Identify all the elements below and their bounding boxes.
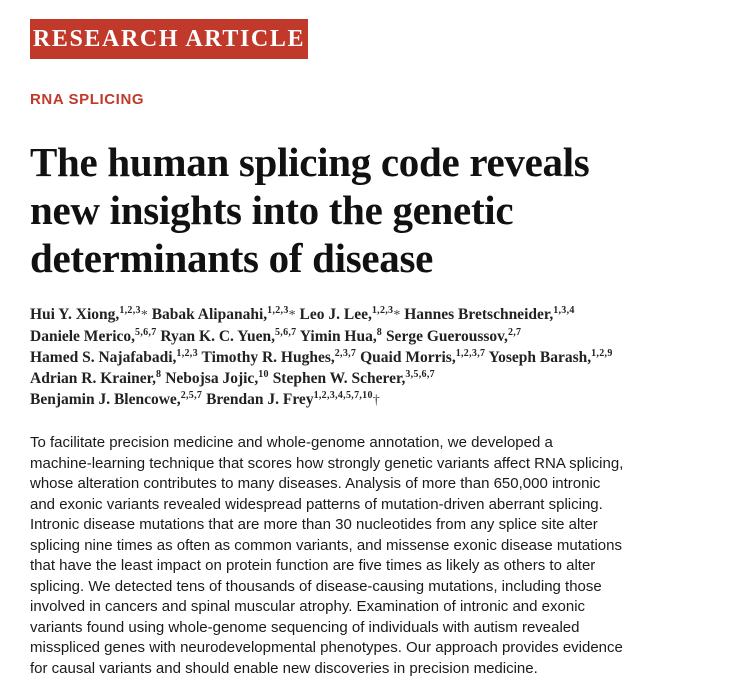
author-line: [30, 326, 745, 347]
author-mark: †: [372, 393, 380, 408]
author-name: Leo J. Lee,: [299, 306, 372, 323]
section-label: RNA SPLICING: [30, 91, 145, 108]
author-affiliation: 1,2,3: [176, 348, 198, 359]
abstract-line: splicing nine times as often as common variants, and missense exonic disease mutations: [30, 536, 622, 554]
author-name: Ryan K. C. Yuen,: [160, 328, 275, 345]
abstract-line: machine-learning technique that scores how strongly genetic variants affect RNA splicing,: [30, 454, 624, 472]
author-mark: *: [288, 308, 296, 323]
abstract-line: splicing. We detected tens of thousands of disease-causing mutations, including those: [30, 577, 602, 595]
abstract-line: whose alteration contributes to many diseases. Analysis of more than 650,000 intronic: [30, 475, 601, 492]
author-name: Daniele Merico,: [30, 328, 136, 345]
author-mark: *: [393, 308, 401, 323]
author-affiliation: 2,3,7: [334, 348, 357, 359]
author-line: [30, 347, 745, 368]
author-affiliation: 2,7: [507, 327, 522, 338]
author-affiliation: 1,2,3: [119, 305, 141, 316]
author-line: [30, 304, 745, 326]
author-affiliation: 2,5,7: [180, 390, 203, 401]
author-name: Hui Y. Xiong,: [30, 306, 120, 323]
author-name: Quaid Morris,: [360, 349, 456, 366]
title-line: The human splicing code reveals: [30, 139, 590, 185]
author-affiliation: 5,6,7: [135, 327, 157, 338]
abstract-line: and exonic variants revealed widespread patterns of mutation-driven aberrant splicing.: [30, 495, 603, 513]
abstract-line: To facilitate precision medicine and whole-genome annotation, we developed a: [30, 434, 553, 451]
author-affiliation: 1,2,3,7: [455, 348, 486, 359]
author-name: Timothy R. Hughes,: [201, 349, 335, 366]
author-name: Brendan J. Frey: [206, 391, 314, 408]
author-affiliation: 1,3,4: [553, 305, 575, 316]
author-name: Nebojsa Jojic,: [165, 370, 259, 387]
author-name: Adrian R. Krainer,: [30, 370, 157, 387]
abstract-line: for causal variants and should enable new discoveries in precision medicine.: [30, 659, 538, 677]
abstract-line: misspliced genes with neurodevelopmental phenotypes. Our approach provides evidence: [30, 639, 623, 656]
abstract: [30, 433, 746, 679]
author-name: Hamed S. Najafabadi,: [30, 349, 177, 366]
title-line: determinants of disease: [30, 235, 434, 281]
author-name: Hannes Bretschneider,: [404, 306, 554, 323]
author-mark: *: [140, 308, 148, 323]
article-title: [30, 138, 730, 282]
author-affiliation: 1,2,3: [371, 305, 394, 316]
author-name: Yimin Hua,: [299, 328, 377, 345]
author-affiliation: 5,6,7: [274, 327, 297, 338]
author-name: Benjamin J. Blencowe,: [30, 391, 181, 408]
abstract-line: involved in cancers and spinal muscular atrophy. Examination of intronic and exonic: [30, 598, 586, 615]
author-list: [30, 304, 745, 411]
author-affiliation: 8: [156, 369, 162, 380]
author-affiliation: 1,2,9: [591, 348, 613, 359]
title-line: new insights into the genetic: [30, 187, 514, 233]
article-type-badge: RESEARCH ARTICLE: [30, 19, 308, 59]
abstract-line: variants found using whole-genome sequencing of individuals with autism revealed: [30, 618, 580, 636]
abstract-line: that have the least impact on protein function are five times as likely as others to alter: [30, 557, 596, 574]
abstract-line: Intronic disease mutations that are more than 30 nucleotides from any splice site alter: [30, 516, 598, 533]
author-affiliation: 1,2,3,4,5,7,10: [313, 390, 373, 401]
author-name: Serge Gueroussov,: [385, 328, 508, 345]
author-name: Stephen W. Scherer,: [272, 370, 406, 387]
author-name: Babak Alipanahi,: [151, 306, 268, 323]
author-line: [30, 368, 745, 389]
author-affiliation: 3,5,6,7: [405, 369, 435, 380]
author-affiliation: 8: [376, 327, 383, 338]
author-affiliation: 1,2,3: [267, 305, 289, 316]
author-affiliation: 10: [258, 369, 269, 380]
author-name: Yoseph Barash,: [488, 349, 592, 366]
author-line: [30, 389, 745, 411]
